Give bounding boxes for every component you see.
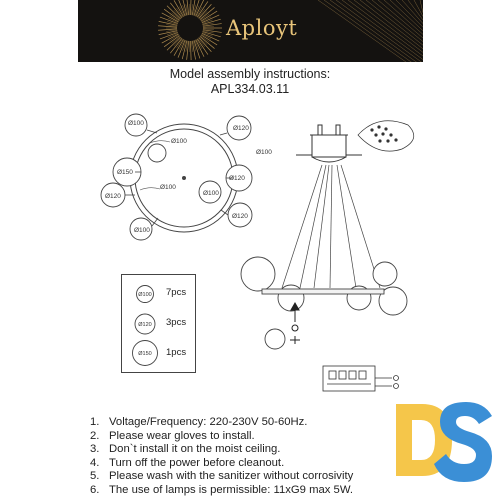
globe-icon bbox=[132, 283, 158, 305]
list-item: 1. Voltage/Frequency: 220-230V 50-60Hz. bbox=[90, 416, 308, 428]
globe-size-label: Ø120 bbox=[229, 175, 245, 182]
brand-name: Aployt bbox=[226, 16, 298, 40]
legend-count: 1pcs bbox=[166, 347, 187, 358]
globe-size-label: Ø120 bbox=[232, 213, 248, 220]
globe-size-label: Ø100 bbox=[256, 149, 272, 156]
ceiling-canopy bbox=[296, 125, 362, 162]
globe-size-label: Ø100 bbox=[134, 227, 150, 234]
globe-icon bbox=[127, 339, 163, 367]
document-title: Model assembly instructions: bbox=[169, 67, 331, 81]
legend-count: 7pcs bbox=[166, 287, 187, 298]
model-number: APL334.03.11 bbox=[210, 82, 290, 96]
list-item: 5. Please wash with the sanitizer without corrosivity bbox=[90, 470, 354, 482]
globe-size-label: Ø120 bbox=[105, 193, 121, 200]
list-item: 2. Please wear gloves to install. bbox=[90, 429, 255, 442]
legend-row bbox=[122, 343, 195, 363]
globe-size-label: Ø120 bbox=[233, 125, 249, 132]
ring-dim-label: Ø100 bbox=[171, 138, 187, 145]
legend-row bbox=[122, 283, 195, 303]
wiring-block-icon bbox=[323, 366, 399, 391]
side-view-lamp bbox=[241, 257, 407, 349]
legend-size: Ø120 bbox=[138, 322, 152, 328]
list-item: 4. Turn off the power before cleanout. bbox=[90, 456, 285, 469]
terminal-detail-icon bbox=[358, 121, 414, 151]
legend-size: Ø150 bbox=[138, 351, 152, 357]
globe-icon bbox=[130, 312, 160, 336]
globe-size-label: Ø100 bbox=[128, 120, 144, 127]
globe-size-label: Ø100 bbox=[203, 190, 219, 197]
globe-legend bbox=[121, 274, 196, 373]
install-arrow-icon bbox=[290, 303, 300, 344]
ring-dim-label: Ø100 bbox=[160, 184, 176, 191]
ds-watermark-logo-icon bbox=[388, 392, 500, 500]
globe-size-label: Ø150 bbox=[117, 169, 133, 176]
list-item: 6. The use of lamps is permissible: 11xG9 max 5W. bbox=[90, 483, 354, 496]
legend-row bbox=[122, 313, 195, 333]
list-item: 3. Don`t install it on the moist ceiling. bbox=[90, 443, 281, 455]
legend-size: Ø100 bbox=[138, 292, 152, 298]
legend-count: 3pcs bbox=[166, 317, 187, 328]
instructions-list bbox=[90, 416, 353, 497]
